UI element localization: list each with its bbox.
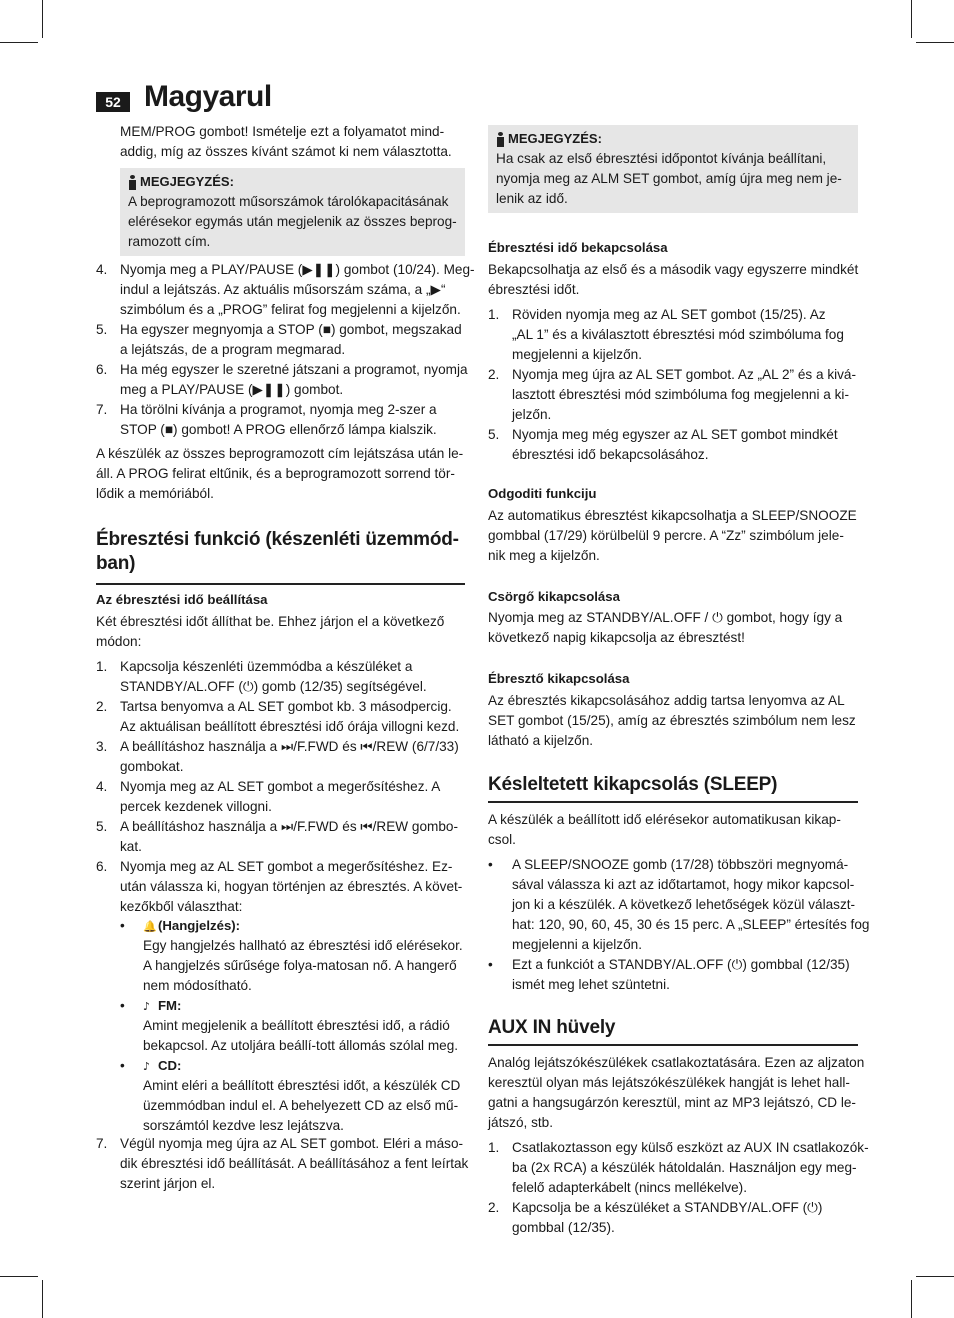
subheading: Ébresztési idő bekapcsolása [488, 240, 668, 255]
mode-label: FM: [158, 998, 182, 1013]
bullet: • [488, 857, 493, 872]
bullet-text: Ezt a funkciót a STANDBY/AL.OFF (⏻) gombbal (12/35) [512, 957, 850, 972]
crop-mark [0, 42, 38, 43]
subheading: Az ébresztési idő beállítása [96, 592, 268, 607]
bullet-text: sával válassza ki azt az időtartamot, hogy mikor kapcsol- [512, 877, 855, 892]
aux-step-text: gombbal (12/35). [512, 1220, 615, 1235]
alarm-step-text: percek kezdenek villogni. [120, 799, 272, 814]
bullet-text: hat: 120, 90, 60, 45, 30 és 15 perc. A „SLEEP” értesítés fog [512, 917, 870, 932]
body-text: Nyomja meg az STANDBY/AL.OFF / ⏻ gombot, hogy így a [488, 610, 843, 625]
page-number: 52 [96, 92, 130, 112]
body-text: gatni a hangsugárzón keresztül, mint az MP3 lejátszó, CD le- [488, 1095, 856, 1110]
step-text: Ha még egyszer le szeretné játszani a programot, nyomja [120, 362, 468, 377]
on-step-number: 5. [488, 427, 500, 442]
bullet-text: jon ki a készülék. A következő lehetőségek közül választ- [512, 897, 856, 912]
aux-step-text: felelő adapterkábelt (nincs mellékelve). [512, 1180, 747, 1195]
step-text: indul a lejátszás. Az aktuális műsorszám száma, a „▶“ [120, 282, 446, 297]
note-heading-text: MEGJEGYZÉS: [140, 174, 234, 189]
alarm-step-number: 1. [96, 659, 108, 674]
mode-text: Egy hangjelzés hallható az ébresztési idő elérésekor. [143, 938, 463, 953]
body-text: Az ébresztés kikapcsolásához addig tartsa lenyomva az AL [488, 693, 845, 708]
alarm-step-text: A beállításhoz használja a ⏭/F.FWD és ⏮/REW gombo- [120, 819, 459, 834]
alarm-step-text: STANDBY/AL.OFF (⏻) gomb (12/35) segítségével. [120, 679, 427, 694]
alarm-step-text: gombokat. [120, 759, 184, 774]
alarm-step-text: kezőkből választhat: [120, 899, 243, 914]
info-icon [128, 175, 137, 190]
bullet: • [120, 918, 125, 933]
crop-mark [0, 1276, 38, 1277]
body-text: Két ébresztési időt állíthat be. Ehhez járjon el a következő [96, 614, 445, 629]
alarm-step-text: Végül nyomja meg újra az AL SET gombot. Eléri a máso- [120, 1136, 464, 1151]
step-number: 7. [96, 402, 108, 417]
mode-text: A hangjelzés sűrűsége folya-matosan nő. A hangerő [143, 958, 457, 973]
step-text: STOP (■) gombot! A PROG ellenőrző lámpa kialszik. [120, 422, 437, 437]
alarm-step-number: 5. [96, 819, 108, 834]
aux-step-text: ba (2x RCA) a készülék hátoldalán. Használjon egy meg- [512, 1160, 857, 1175]
aux-step-text: Kapcsolja be a készüléket a STANDBY/AL.OFF (⏻) [512, 1200, 823, 1215]
body-text: nik meg a kijelzőn. [488, 548, 600, 563]
body-text: Bekapcsolhatja az első és a második vagy egyszerre mindkét [488, 262, 859, 277]
step-number: 5. [96, 322, 108, 337]
on-step-text: lasztott ébresztési mód szimbóluma fog megjelenni a ki- [512, 387, 849, 402]
section-title: AUX IN hüvely [488, 1017, 616, 1038]
on-step-text: Nyomja meg még egyszer az AL SET gombot mindkét [512, 427, 838, 442]
mode-text: bekapcsol. Az utoljára beállí-tott állomás szólal meg. [143, 1038, 459, 1053]
alarm-step-text: Az aktuálisan beállított ébresztési idő órája villogni kezd. [120, 719, 460, 734]
section-title-line: Ébresztési funkció (készenléti üzemmód- [96, 529, 459, 550]
alarm-step-number: 2. [96, 699, 108, 714]
mode-text: sorszámtól kezdve lesz lejátszva. [143, 1118, 344, 1133]
body-text: módon: [96, 634, 142, 649]
note-heading [496, 129, 850, 149]
on-step-text: megjelenni a kijelzőn. [512, 347, 642, 362]
step-number: 6. [96, 362, 108, 377]
alarm-step-text: Nyomja meg az AL SET gombot a megerősítéshez. Ez- [120, 859, 453, 874]
crop-mark [911, 1280, 912, 1318]
body-text: Analóg lejátszókészülékek csatlakoztatására. Ezen az aljzaton [488, 1055, 865, 1070]
subheading: Csörgő kikapcsolása [488, 589, 620, 604]
body-text: következő napig kikapcsolja az ébresztést! [488, 630, 745, 645]
on-step-text: Röviden nyomja meg az AL SET gombot (15/25). Az [512, 307, 826, 322]
body-text: ébresztési időt. [488, 282, 580, 297]
note-heading-text: MEGJEGYZÉS: [508, 131, 602, 146]
body-text: keresztül olyan más lejátszókészülékek hangját is lehet hall- [488, 1075, 850, 1090]
alarm-step-text: után válassza ki, hogyan történjen az ébresztés. A követ- [120, 879, 463, 894]
body-text: gombbal (17/29) körülbelül 9 percre. A “Zz” szimbólum jele- [488, 528, 844, 543]
section-title [96, 528, 459, 576]
aux-step-number: 1. [488, 1140, 500, 1155]
section-title-line: ban) [96, 553, 136, 574]
step-text: Nyomja meg a PLAY/PAUSE (▶❚❚) gombot (10/24). Meg- [120, 262, 475, 277]
note-line: nyomja meg az ALM SET gombot, amíg újra meg nem je- [496, 171, 842, 186]
alarm-step-number: 4. [96, 779, 108, 794]
body-text: látható a kijelzőn. [488, 733, 594, 748]
step-text: Ha egyszer megnyomja a STOP (■) gombot, megszakad [120, 322, 462, 337]
body-text: A készülék a beállított idő elérésekor automatikusan kikap- [488, 812, 841, 827]
bullet-text: megjelenni a kijelzőn. [512, 937, 642, 952]
alarm-step-text: Tartsa benyomva a AL SET gombot kb. 3 másodpercig. [120, 699, 452, 714]
on-step-text: jelzőn. [512, 407, 552, 422]
body-text: játszó, stb. [488, 1115, 553, 1130]
on-step-number: 2. [488, 367, 500, 382]
alarm-step-number: 6. [96, 859, 108, 874]
intro-text: addig, míg az összes kívánt számot ki nem választotta. [120, 144, 452, 159]
bullet: • [120, 998, 125, 1013]
page-title: Magyarul [144, 80, 272, 113]
note-line: ramozott cím. [128, 234, 211, 249]
mode-label: (Hangjelzés): [158, 918, 241, 933]
aux-step-number: 2. [488, 1200, 500, 1215]
info-icon [496, 132, 505, 147]
bell-icon: 🔔 [143, 920, 157, 933]
bullet-text: A SLEEP/SNOOZE gomb (17/28) többszöri megnyomá- [512, 857, 849, 872]
alarm-step-text: Nyomja meg az AL SET gombot a megerősítéshez. A [120, 779, 441, 794]
note-box [488, 125, 858, 213]
aux-step-text: Csatlakoztasson egy külső eszközt az AUX IN csatlakozók- [512, 1140, 869, 1155]
mode-text: nem módosítható. [143, 978, 252, 993]
paragraph: lődik a memóriából. [96, 486, 214, 501]
step-text: Ha törölni kívánja a programot, nyomja meg 2-szer a [120, 402, 437, 417]
paragraph: A készülék az összes beprogramozott cím lejátszása után le- [96, 446, 464, 461]
note-line: elérésekor egymás után megjelenik az összes beprog- [128, 214, 457, 229]
note-line: Ha csak az első ébresztési időpontot kívánja beállítani, [496, 151, 827, 166]
subheading: Ébresztő kikapcsolása [488, 671, 630, 686]
paragraph: áll. A PROG felirat eltűnik, és a beprogramozott sorrend tör- [96, 466, 455, 481]
section-rule [488, 1044, 858, 1046]
on-step-number: 1. [488, 307, 500, 322]
body-text: Az automatikus ébresztést kikapcsolhatja a SLEEP/SNOOZE [488, 508, 857, 523]
section-title: Késleltetett kikapcsolás (SLEEP) [488, 774, 778, 795]
bullet: • [120, 1058, 125, 1073]
crop-mark [42, 1280, 43, 1318]
note-line: A beprogramozott műsorszámok tárolókapacitásának [128, 194, 449, 209]
mode-text: üzemmódban indul el. A behelyezett CD az első mű- [143, 1098, 459, 1113]
body-text: SET gombot (15/25), amíg az ébresztés szimbólum nem lesz [488, 713, 856, 728]
on-step-text: „AL 1” és a kiválasztott ébresztési mód szimbóluma fog [512, 327, 844, 342]
on-step-text: ébresztési idő bekapcsolásához. [512, 447, 709, 462]
section-rule [488, 801, 858, 803]
crop-mark [42, 0, 43, 38]
alarm-step-text: Kapcsolja készenléti üzemmódba a készüléket a [120, 659, 413, 674]
bullet-text: ismét meg lehet szüntetni. [512, 977, 670, 992]
step-number: 4. [96, 262, 108, 277]
mode-text: Amint megjelenik a beállított ébresztési idő, a rádió [143, 1018, 450, 1033]
step-text: meg a PLAY/PAUSE (▶❚❚) gombot. [120, 382, 344, 397]
crop-mark [916, 42, 954, 43]
on-step-text: Nyomja meg újra az AL SET gombot. Az „AL 2” és a kivá- [512, 367, 857, 382]
mode-text: Amint eléri a beállított ébresztési időt, a készülék CD [143, 1078, 461, 1093]
mode-label: CD: [158, 1058, 182, 1073]
section-rule [96, 583, 465, 585]
step-text: szimbólum és a „PROG” felirat fog megjelenni a kijelzőn. [120, 302, 461, 317]
note-line: lenik az idő. [496, 191, 568, 206]
alarm-step-number: 3. [96, 739, 108, 754]
note-icon: ♪ [143, 1000, 151, 1013]
alarm-step-text: szerint járjon el. [120, 1176, 216, 1191]
note-heading [128, 172, 457, 192]
alarm-step-text: dik ébresztési idő beállítását. A beállításához a fent leírtak [120, 1156, 469, 1171]
note-box [120, 168, 465, 256]
alarm-step-text: kat. [120, 839, 142, 854]
bullet: • [488, 957, 493, 972]
step-text: a lejátszás, de a program megmarad. [120, 342, 346, 357]
note-icon: ♪ [143, 1060, 151, 1073]
body-text: csol. [488, 832, 516, 847]
alarm-step-text: A beállításhoz használja a ⏭/F.FWD és ⏮/REW (6/7/33) [120, 739, 459, 754]
crop-mark [916, 1276, 954, 1277]
alarm-step-number: 7. [96, 1136, 108, 1151]
intro-text: MEM/PROG gombot! Ismételje ezt a folyamatot mind- [120, 124, 445, 139]
subheading: Odgoditi funkciju [488, 486, 597, 501]
crop-mark [911, 0, 912, 38]
